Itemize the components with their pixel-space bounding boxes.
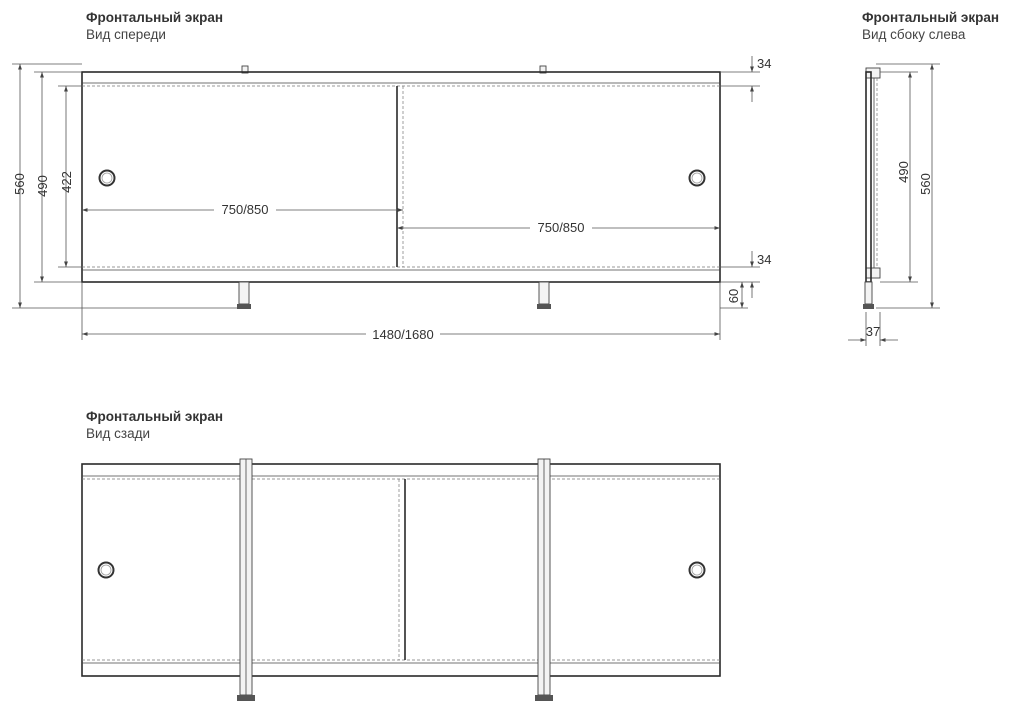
side-panel-profile [866,72,871,282]
front-frame [82,72,720,282]
front-leg-right [539,282,549,304]
side-leg [865,282,872,304]
dim-top-rail-label: 34 [757,56,772,71]
dim-overall-width-label: 1480/1680 [372,327,434,342]
back-view-title: Фронтальный экран [86,409,224,424]
side-dim-560-label: 560 [918,173,933,195]
back-view-drawing [82,459,720,701]
back-view-subtitle: Вид сзади [86,426,151,441]
side-view-drawing [848,64,940,346]
front-view-drawing [12,56,771,342]
front-leg-left [239,282,249,304]
dim-left-panel-label: 750/850 [221,202,269,217]
side-bottom-bracket [866,268,880,278]
side-view-title: Фронтальный экран [862,10,1000,25]
back-frame [82,464,720,676]
side-dim-490-label: 490 [896,161,911,183]
dim-422-label: 422 [59,171,74,193]
side-dim-depth-label: 37 [865,324,881,339]
dim-bottom-rail-label: 34 [757,252,772,267]
dim-490-label: 490 [35,175,50,197]
front-view-subtitle: Вид спереди [86,27,166,42]
side-view-subtitle: Вид сбоку слева [862,27,966,42]
dim-leg-label: 60 [726,288,741,304]
dim-560-label: 560 [12,173,27,195]
dim-right-panel-label: 750/850 [537,220,585,235]
side-top-bracket [866,68,880,78]
front-view-title: Фронтальный экран [86,10,224,25]
